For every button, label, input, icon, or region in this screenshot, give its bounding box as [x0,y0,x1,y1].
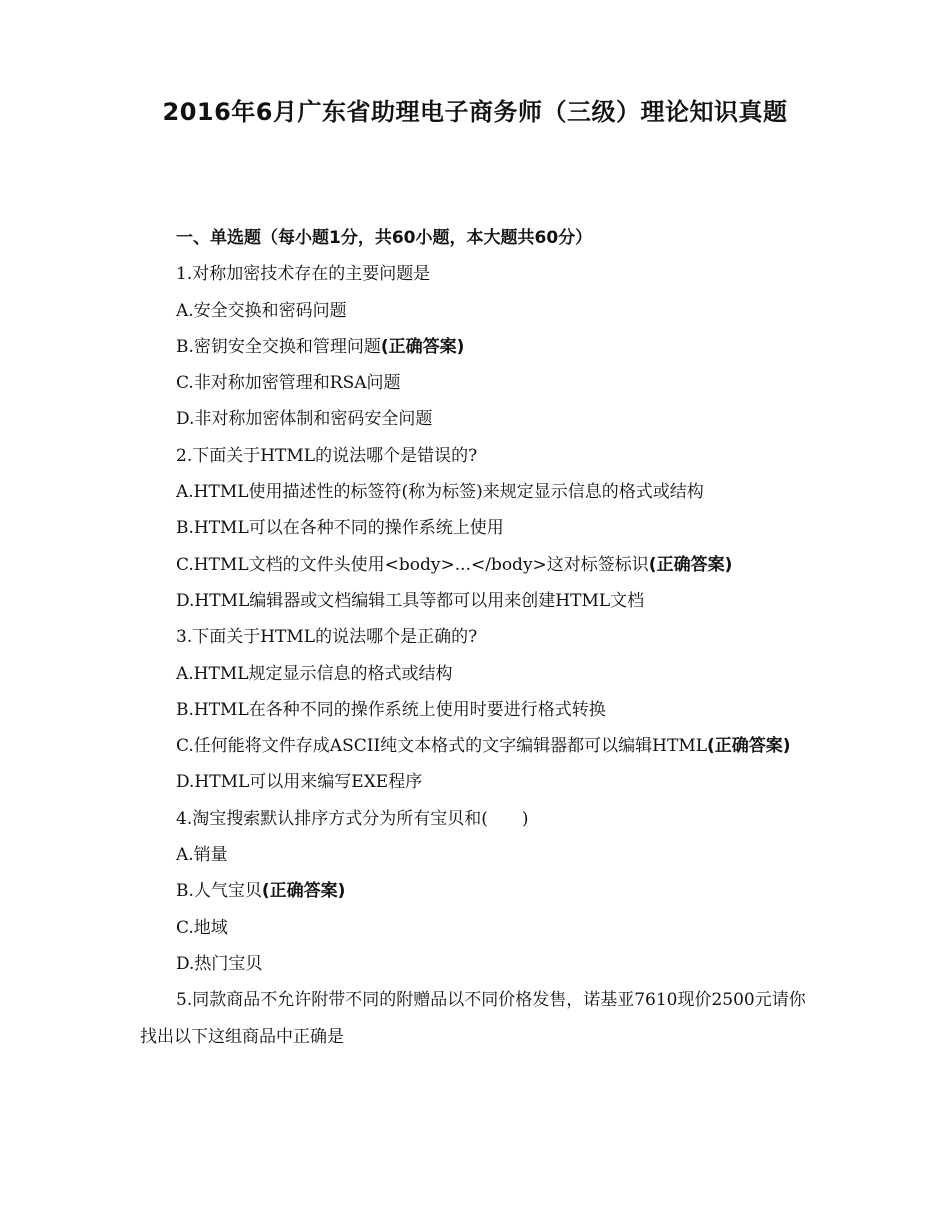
question-4-option-c: C.地域 [176,917,228,938]
question-3-option-a: A.HTML规定显示信息的格式或结构 [176,663,453,684]
question-3-option-b: B.HTML在各种不同的操作系统上使用时要进行格式转换 [176,699,606,720]
question-4-option-a: A.销量 [176,845,228,866]
question-2-option-c [140,547,812,583]
correct-answer-mark: (正确答案) [707,736,791,757]
question-1-option-c: C.非对称加密管理和RSA问题 [176,373,401,394]
question-3-option-d: D.HTML可以用来编写EXE程序 [176,772,423,793]
option-text: B.人气宝贝 [176,881,262,902]
question-3-option-c [140,728,812,764]
correct-answer-mark: (正确答案) [261,881,346,902]
question-2-option-d: D.HTML编辑器或文档编辑工具等都可以用来创建HTML文档 [176,590,645,611]
question-4-stem: 4.淘宝搜索默认排序方式分为所有宝贝和( ) [176,808,529,829]
question-3-stem: 3.下面关于HTML的说法哪个是正确的? [176,627,478,648]
question-4-option-d: D.热门宝贝 [176,953,263,974]
document-body [140,220,812,1055]
question-1-option-a: A.安全交换和密码问题 [176,300,347,321]
question-1-option-b [140,329,812,365]
correct-answer-mark: (正确答案) [648,554,733,575]
option-text: C.HTML文档的文件头使用<body>...</body>这对标签标识 [176,554,649,575]
question-1-option-d: D.非对称加密体制和密码安全问题 [176,409,433,430]
question-2-option-a: A.HTML使用描述性的标签符(称为标签)来规定显示信息的格式或结构 [176,482,704,503]
question-4-option-b [140,873,812,909]
section-heading: 一、单选题（每小题1分，共60小题，本大题共60分） [176,228,593,248]
correct-answer-mark: (正确答案) [380,336,465,357]
option-text: C.任何能将文件存成ASCII纯文本格式的文字编辑器都可以编辑HTML [176,736,708,757]
question-2-stem: 2.下面关于HTML的说法哪个是错误的? [176,445,478,466]
question-1-stem: 1.对称加密技术存在的主要问题是 [176,264,431,285]
document-title: 2016年6月广东省助理电子商务师（三级）理论知识真题 [162,98,788,126]
option-text: B.密钥安全交换和管理问题 [176,336,381,357]
question-2-option-b: B.HTML可以在各种不同的操作系统上使用 [176,518,504,539]
question-5-stem: 5.同款商品不允许附带不同的附赠品以不同价格发售，诺基亚7610现价2500元请你找出以下这组商品中正确是 [140,990,806,1047]
